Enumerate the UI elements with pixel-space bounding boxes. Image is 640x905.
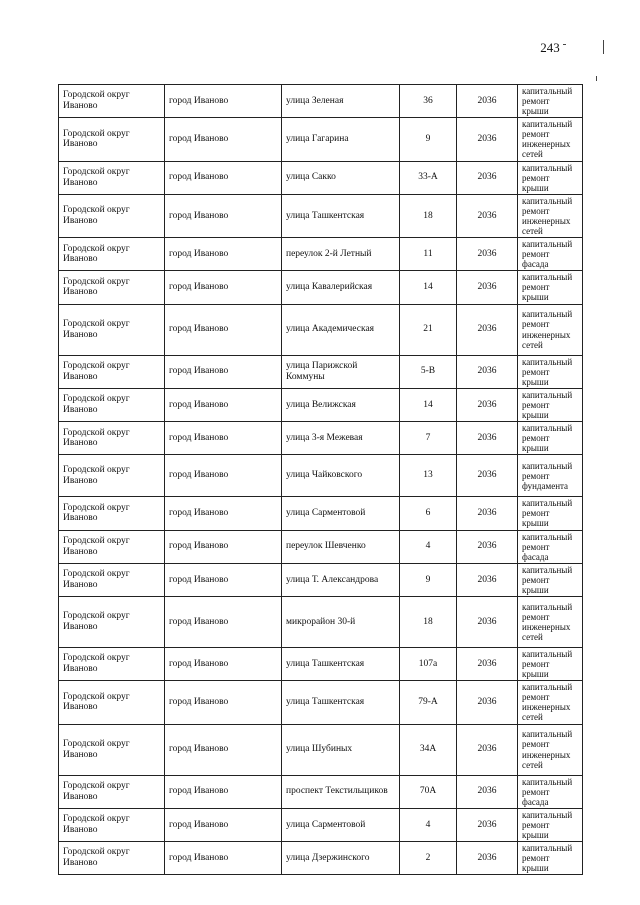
city-cell: город Иваново	[165, 596, 282, 647]
table-row	[59, 304, 583, 355]
work-type-cell: капитальный ремонт крыши	[518, 808, 583, 841]
street-cell: улица Парижской Коммуны	[282, 355, 400, 388]
city-cell: город Иваново	[165, 238, 282, 271]
work-type-cell: капитальный ремонт крыши	[518, 422, 583, 455]
house-number-cell: 11	[400, 238, 457, 271]
work-type-cell: капитальный ремонт инженерных сетей	[518, 596, 583, 647]
house-number-cell: 18	[400, 194, 457, 237]
year-cell: 2036	[457, 497, 518, 530]
table-row	[59, 681, 583, 724]
street-cell: улица Сарментовой	[282, 808, 400, 841]
table-row	[59, 775, 583, 808]
year-cell: 2036	[457, 647, 518, 680]
work-type-cell: капитальный ремонт крыши	[518, 563, 583, 596]
year-cell: 2036	[457, 841, 518, 874]
house-number-cell: 7	[400, 422, 457, 455]
street-cell: улица Кавалерийская	[282, 271, 400, 304]
table-row	[59, 194, 583, 237]
year-cell: 2036	[457, 118, 518, 161]
table-row	[59, 497, 583, 530]
city-cell: город Иваново	[165, 841, 282, 874]
house-number-cell: 4	[400, 808, 457, 841]
scan-mark	[563, 44, 566, 45]
table-row	[59, 596, 583, 647]
district-cell: Городской округ Иваново	[59, 681, 165, 724]
district-cell: Городской округ Иваново	[59, 455, 165, 497]
house-number-cell: 79-А	[400, 681, 457, 724]
work-type-cell: капитальный ремонт крыши	[518, 841, 583, 874]
table-row	[59, 388, 583, 421]
house-number-cell: 36	[400, 85, 457, 118]
street-cell: улица Сакко	[282, 161, 400, 194]
street-cell: улица Ташкентская	[282, 194, 400, 237]
house-number-cell: 34А	[400, 724, 457, 775]
house-number-cell: 107а	[400, 647, 457, 680]
street-cell: улица Т. Александрова	[282, 563, 400, 596]
work-type-cell: капитальный ремонт фасада	[518, 530, 583, 563]
city-cell: город Иваново	[165, 161, 282, 194]
work-type-cell: капитальный ремонт крыши	[518, 355, 583, 388]
district-cell: Городской округ Иваново	[59, 596, 165, 647]
city-cell: город Иваново	[165, 388, 282, 421]
table-row	[59, 808, 583, 841]
city-cell: город Иваново	[165, 775, 282, 808]
house-number-cell: 2	[400, 841, 457, 874]
street-cell: переулок Шевченко	[282, 530, 400, 563]
work-type-cell: капитальный ремонт крыши	[518, 497, 583, 530]
work-type-cell: капитальный ремонт инженерных сетей	[518, 304, 583, 355]
year-cell: 2036	[457, 422, 518, 455]
page-number: 243	[540, 40, 560, 55]
year-cell: 2036	[457, 238, 518, 271]
table-row	[59, 841, 583, 874]
street-cell: улица Зеленая	[282, 85, 400, 118]
district-cell: Городской округ Иваново	[59, 304, 165, 355]
year-cell: 2036	[457, 681, 518, 724]
table-row	[59, 118, 583, 161]
district-cell: Городской округ Иваново	[59, 85, 165, 118]
table-row	[59, 85, 583, 118]
city-cell: город Иваново	[165, 563, 282, 596]
street-cell: улица Шубиных	[282, 724, 400, 775]
house-number-cell: 18	[400, 596, 457, 647]
district-cell: Городской округ Иваново	[59, 841, 165, 874]
year-cell: 2036	[457, 775, 518, 808]
district-cell: Городской округ Иваново	[59, 271, 165, 304]
street-cell: улица Сарментовой	[282, 497, 400, 530]
city-cell: город Иваново	[165, 194, 282, 237]
house-number-cell: 4	[400, 530, 457, 563]
city-cell: город Иваново	[165, 530, 282, 563]
house-number-cell: 14	[400, 388, 457, 421]
work-type-cell: капитальный ремонт крыши	[518, 161, 583, 194]
city-cell: город Иваново	[165, 355, 282, 388]
house-number-cell: 70А	[400, 775, 457, 808]
table-row	[59, 530, 583, 563]
year-cell: 2036	[457, 530, 518, 563]
house-number-cell: 9	[400, 563, 457, 596]
work-type-cell: капитальный ремонт инженерных сетей	[518, 724, 583, 775]
work-type-cell: капитальный ремонт крыши	[518, 271, 583, 304]
year-cell: 2036	[457, 304, 518, 355]
city-cell: город Иваново	[165, 808, 282, 841]
street-cell: улица Чайковского	[282, 455, 400, 497]
district-cell: Городской округ Иваново	[59, 161, 165, 194]
street-cell: улица Велижская	[282, 388, 400, 421]
house-number-cell: 14	[400, 271, 457, 304]
city-cell: город Иваново	[165, 85, 282, 118]
street-cell: улица 3-я Межевая	[282, 422, 400, 455]
city-cell: город Иваново	[165, 681, 282, 724]
year-cell: 2036	[457, 85, 518, 118]
street-cell: улица Академическая	[282, 304, 400, 355]
scan-mark	[603, 40, 604, 54]
year-cell: 2036	[457, 388, 518, 421]
year-cell: 2036	[457, 161, 518, 194]
street-cell: проспект Текстильщиков	[282, 775, 400, 808]
work-type-cell: капитальный ремонт фасада	[518, 775, 583, 808]
table-row	[59, 455, 583, 497]
district-cell: Городской округ Иваново	[59, 422, 165, 455]
work-type-cell: капитальный ремонт инженерных сетей	[518, 194, 583, 237]
table-body	[59, 85, 583, 875]
district-cell: Городской округ Иваново	[59, 808, 165, 841]
year-cell: 2036	[457, 596, 518, 647]
district-cell: Городской округ Иваново	[59, 647, 165, 680]
street-cell: переулок 2-й Летный	[282, 238, 400, 271]
table-row	[59, 647, 583, 680]
city-cell: город Иваново	[165, 455, 282, 497]
district-cell: Городской округ Иваново	[59, 563, 165, 596]
year-cell: 2036	[457, 455, 518, 497]
district-cell: Городской округ Иваново	[59, 388, 165, 421]
city-cell: город Иваново	[165, 647, 282, 680]
district-cell: Городской округ Иваново	[59, 238, 165, 271]
repair-schedule-table	[58, 84, 583, 875]
district-cell: Городской округ Иваново	[59, 194, 165, 237]
year-cell: 2036	[457, 808, 518, 841]
house-number-cell: 6	[400, 497, 457, 530]
city-cell: город Иваново	[165, 118, 282, 161]
house-number-cell: 5-В	[400, 355, 457, 388]
house-number-cell: 13	[400, 455, 457, 497]
year-cell: 2036	[457, 355, 518, 388]
street-cell: улица Ташкентская	[282, 647, 400, 680]
table-row	[59, 355, 583, 388]
year-cell: 2036	[457, 563, 518, 596]
district-cell: Городской округ Иваново	[59, 530, 165, 563]
year-cell: 2036	[457, 194, 518, 237]
work-type-cell: капитальный ремонт фасада	[518, 238, 583, 271]
city-cell: город Иваново	[165, 271, 282, 304]
work-type-cell: капитальный ремонт фундамента	[518, 455, 583, 497]
district-cell: Городской округ Иваново	[59, 118, 165, 161]
table-row	[59, 161, 583, 194]
district-cell: Городской округ Иваново	[59, 497, 165, 530]
year-cell: 2036	[457, 271, 518, 304]
street-cell: улица Дзержинского	[282, 841, 400, 874]
house-number-cell: 21	[400, 304, 457, 355]
table-row	[59, 563, 583, 596]
district-cell: Городской округ Иваново	[59, 775, 165, 808]
city-cell: город Иваново	[165, 304, 282, 355]
year-cell: 2036	[457, 724, 518, 775]
street-cell: улица Ташкентская	[282, 681, 400, 724]
scan-mark	[596, 76, 597, 81]
work-type-cell: капитальный ремонт крыши	[518, 647, 583, 680]
work-type-cell: капитальный ремонт крыши	[518, 85, 583, 118]
house-number-cell: 33-А	[400, 161, 457, 194]
table-row	[59, 271, 583, 304]
street-cell: микрорайон 30-й	[282, 596, 400, 647]
street-cell: улица Гагарина	[282, 118, 400, 161]
district-cell: Городской округ Иваново	[59, 355, 165, 388]
city-cell: город Иваново	[165, 422, 282, 455]
work-type-cell: капитальный ремонт крыши	[518, 388, 583, 421]
table-row	[59, 422, 583, 455]
work-type-cell: капитальный ремонт инженерных сетей	[518, 118, 583, 161]
house-number-cell: 9	[400, 118, 457, 161]
city-cell: город Иваново	[165, 724, 282, 775]
district-cell: Городской округ Иваново	[59, 724, 165, 775]
city-cell: город Иваново	[165, 497, 282, 530]
table-row	[59, 238, 583, 271]
table-row	[59, 724, 583, 775]
work-type-cell: капитальный ремонт инженерных сетей	[518, 681, 583, 724]
